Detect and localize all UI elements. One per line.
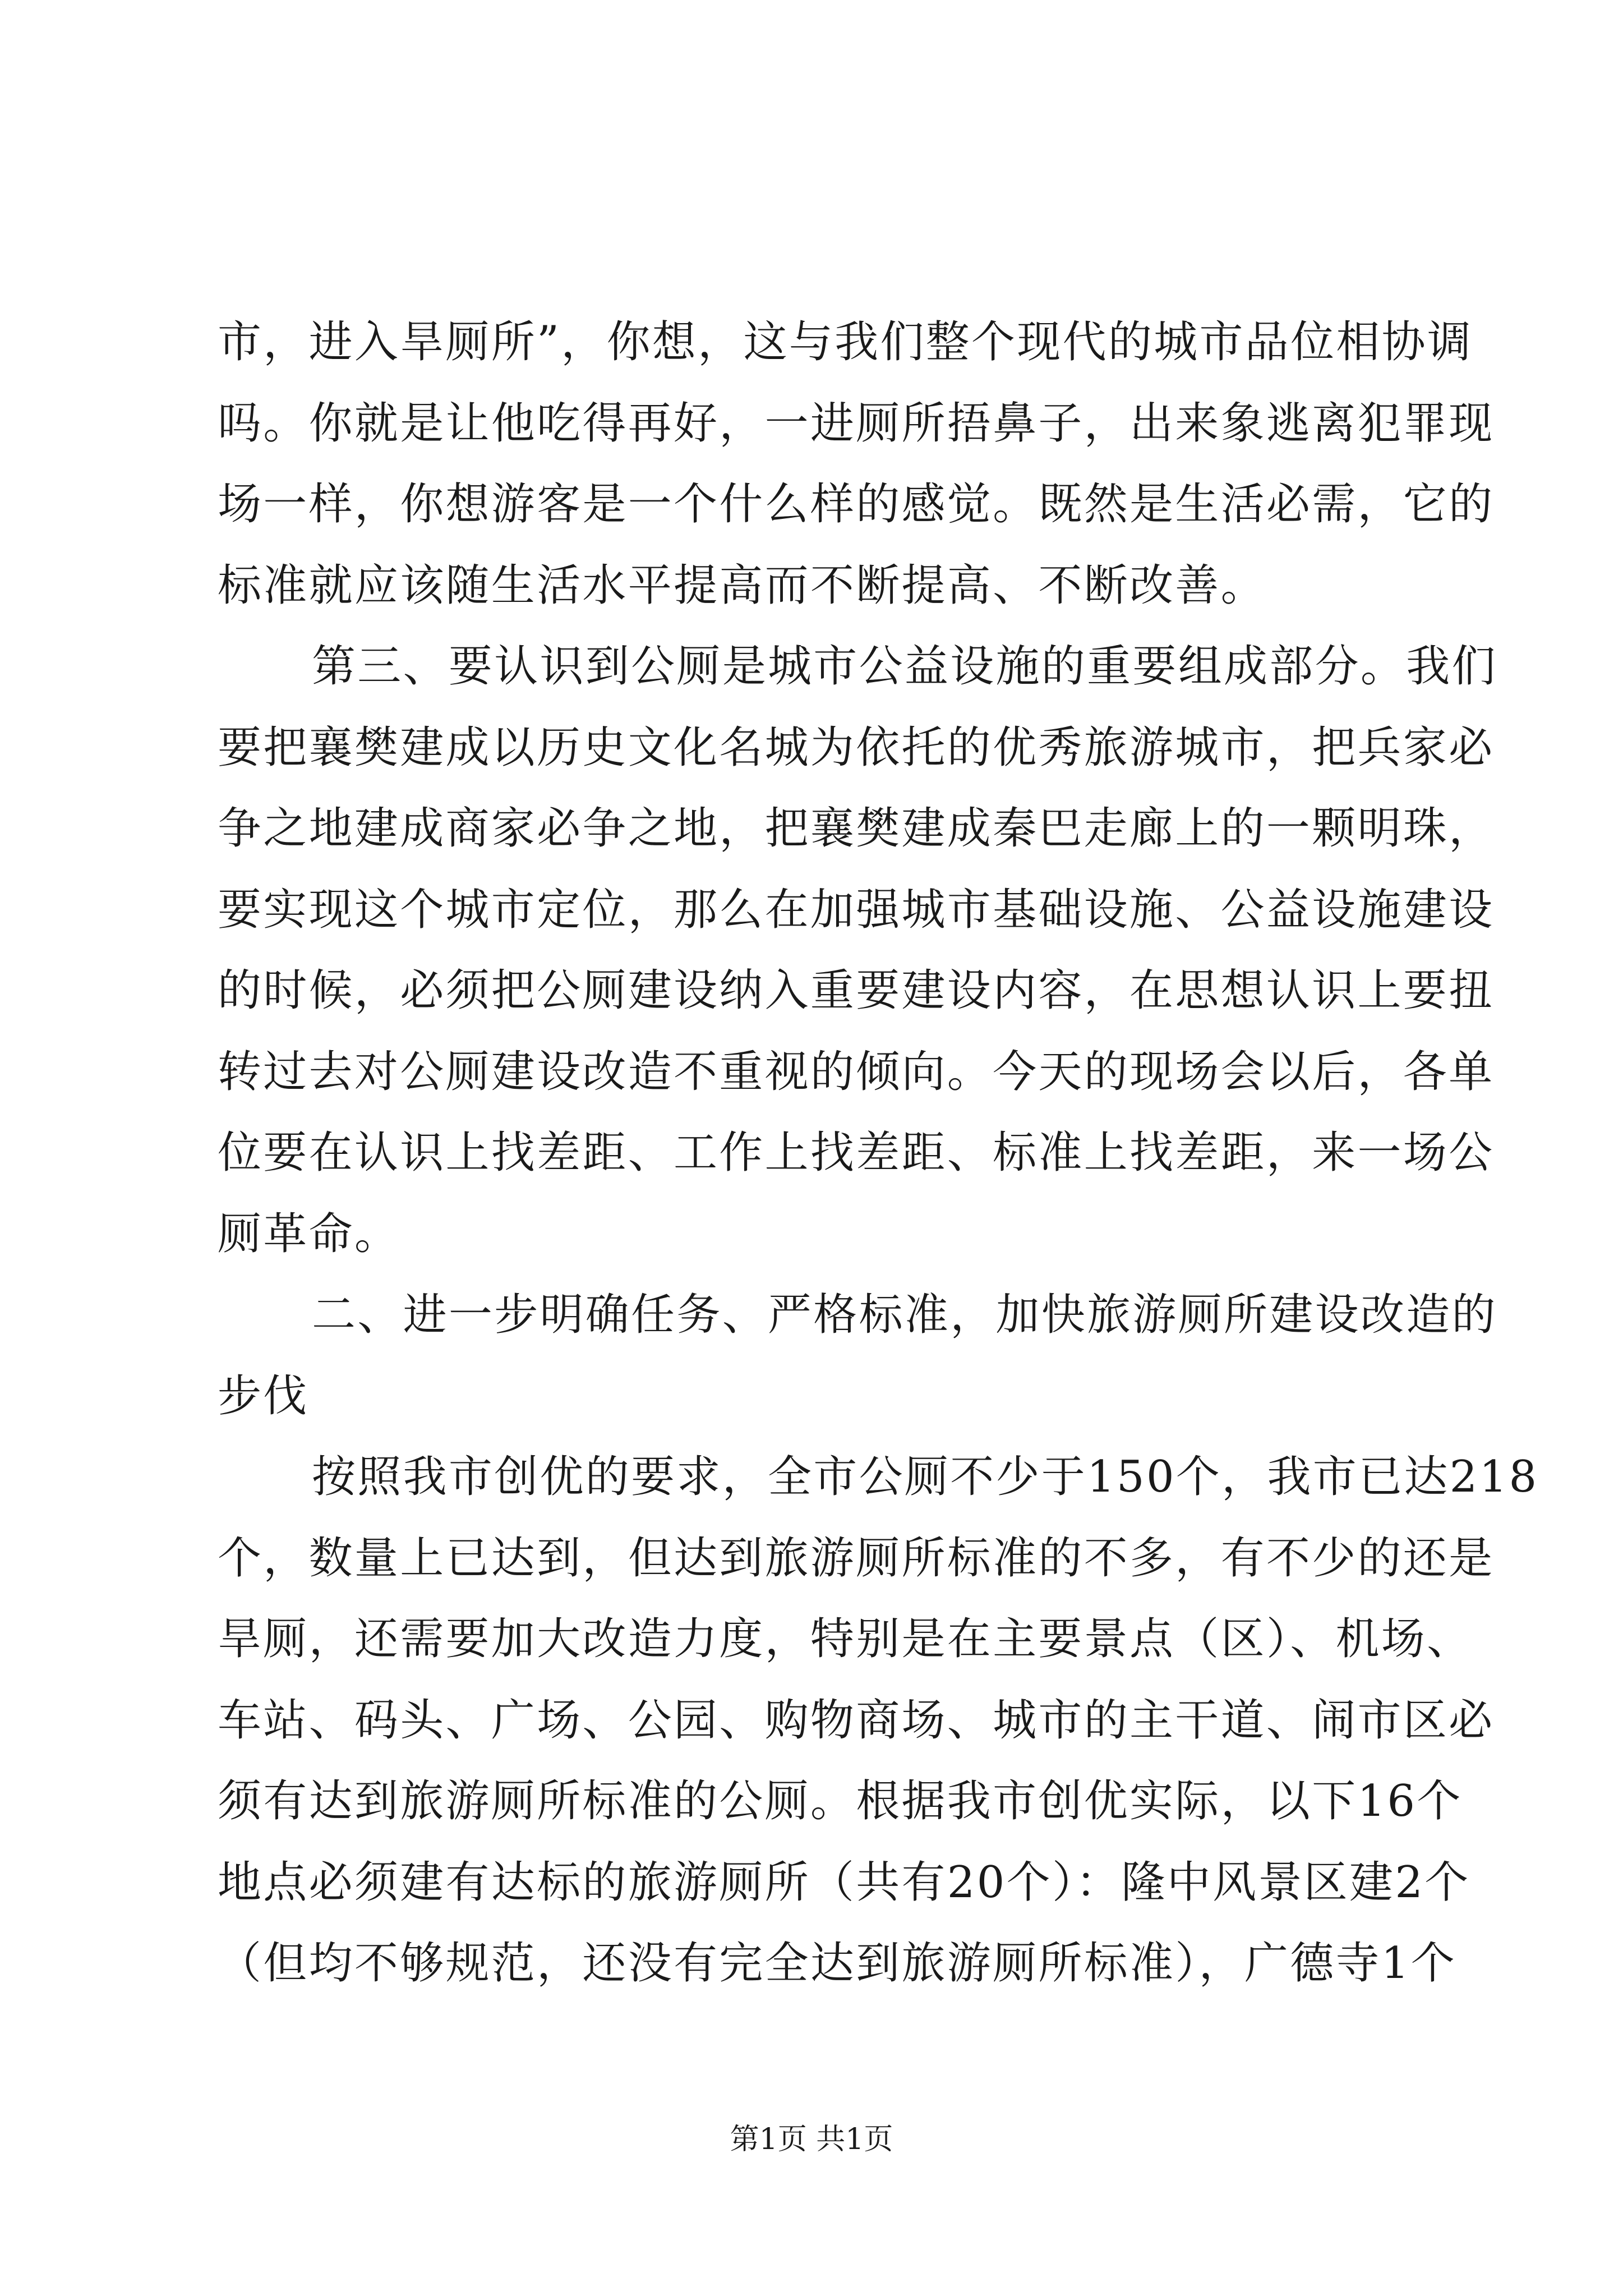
text-line: 市，进入旱厕所”，你想，这与我们整个现代的城市品位相协调 (218, 317, 1473, 367)
text-line: 第三、要认识到公厕是城市公益设施的重要组成部分。我们 (312, 641, 1497, 692)
text-line: 地点必须建有达标的旅游厕所（共有20个）：隆中风景区建2个 (218, 1857, 1470, 1908)
text-line: 要实现这个城市定位，那么在加强城市基础设施、公益设施建设 (218, 884, 1495, 935)
text-line: 场一样，你想游客是一个什么样的感觉。既然是生活必需，它的 (218, 479, 1495, 530)
paragraph (218, 1274, 1497, 1437)
text-line: 转过去对公厕建设改造不重视的倾向。今天的现场会以后，各单 (218, 1046, 1495, 1097)
paragraph (218, 302, 1495, 626)
text-line: （但均不够规范，还没有完全达到旅游厕所标准），广德寺1个 (218, 1938, 1457, 1989)
text-line: 标准就应该随生活水平提高而不断提高、不断改善。 (218, 560, 1266, 611)
page-footer: 第1页 共1页 (730, 2123, 893, 2156)
text-line: 的时候，必须把公厕建设纳入重要建设内容，在思想认识上要扭 (218, 965, 1495, 1016)
paragraph (218, 626, 1497, 1274)
text-line: 要把襄樊建成以历史文化名城为依托的优秀旅游城市，把兵家必 (218, 722, 1495, 773)
paragraph (218, 1437, 1539, 2004)
document-body (218, 302, 1539, 2004)
text-line: 步伐 (218, 1370, 309, 1421)
text-line: 争之地建成商家必争之地，把襄樊建成秦巴走廊上的一颗明珠， (218, 803, 1495, 854)
text-line: 二、进一步明确任务、严格标准，加快旅游厕所建设改造的 (312, 1290, 1497, 1340)
text-line: 个，数量上已达到，但达到旅游厕所标准的不多，有不少的还是 (218, 1533, 1495, 1584)
text-line: 旱厕，还需要加大改造力度，特别是在主要景点（区）、机场、 (218, 1614, 1473, 1664)
text-line: 厕革命。 (218, 1208, 400, 1259)
text-line: 车站、码头、广场、公园、购物商场、城市的主干道、闹市区必 (218, 1695, 1495, 1746)
text-line: 吗。你就是让他吃得再好，一进厕所捂鼻子，出来象逃离犯罪现 (218, 398, 1495, 449)
text-line: 位要在认识上找差距、工作上找差距、标准上找差距，来一场公 (218, 1128, 1495, 1178)
text-line: 按照我市创优的要求，全市公厕不少于150个，我市已达218 (312, 1452, 1539, 1502)
text-line: 须有达到旅游厕所标准的公厕。根据我市创优实际，以下16个 (218, 1776, 1463, 1826)
